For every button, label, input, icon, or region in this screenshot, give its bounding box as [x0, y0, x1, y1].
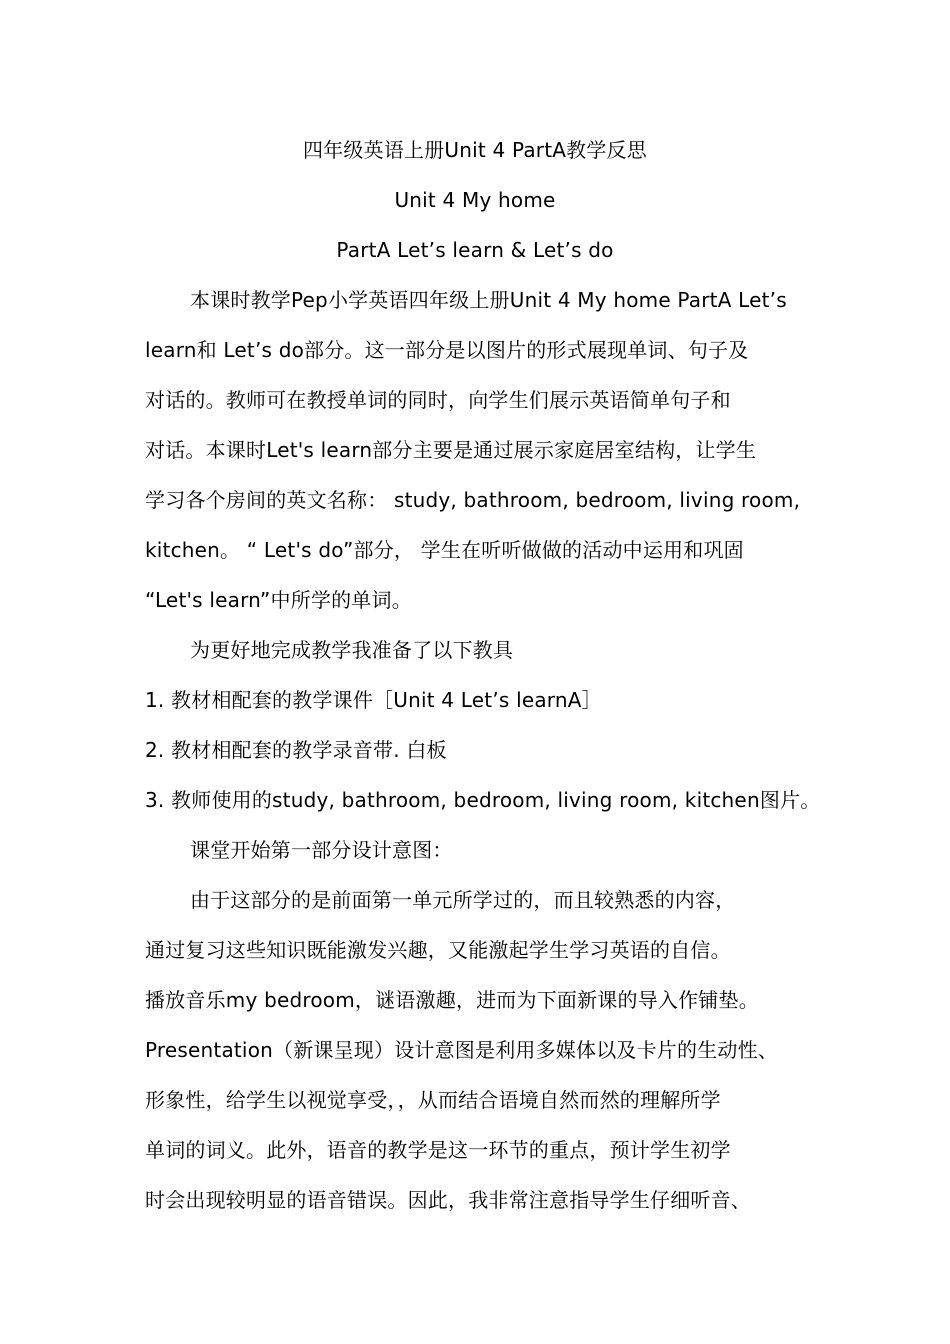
list-item: 1. 教材相配套的教学课件［Unit 4 Let’s learnA］: [145, 688, 602, 712]
paragraph-line: 由于这部分的是前面第一单元所学过的，而且较熟悉的内容，: [190, 888, 736, 912]
paragraph-line: 对话的。教师可在教授单词的同时，向学生们展示英语简单句子和: [145, 388, 731, 412]
section-heading: 课堂开始第一部分设计意图：: [190, 838, 453, 862]
document-subtitle-unit: Unit 4 My home: [394, 188, 556, 212]
paragraph-line: 本课时教学Pep小学英语四年级上册Unit 4 My home PartA Let’s: [190, 288, 787, 312]
document-title: 四年级英语上册Unit 4 PartA教学反思: [303, 138, 647, 162]
paragraph-line: 单词的词义。此外，语音的教学是这一环节的重点，预计学生初学: [145, 1138, 731, 1162]
paragraph-line: 通过复习这些知识既能激发兴趣，又能激起学生学习英语的自信。: [145, 938, 731, 962]
paragraph-line: kitchen。 “ Let's do”部分， 学生在听听做做的活动中运用和巩固: [145, 538, 744, 562]
paragraph-line: learn和 Let’s do部分。这一部分是以图片的形式展现单词、句子及: [145, 338, 749, 362]
list-item: 3. 教师使用的study, bathroom, bedroom, living room, kitchen图片。: [145, 788, 821, 812]
paragraph-line: 时会出现较明显的语音错误。因此，我非常注意指导学生仔细听音、: [145, 1188, 751, 1212]
document-subtitle-part: PartA Let’s learn & Let’s do: [336, 238, 614, 262]
list-item: 2. 教材相配套的教学录音带. 白板: [145, 738, 447, 762]
paragraph-line: 学习各个房间的英文名称： study, bathroom, bedroom, living room,: [145, 488, 801, 512]
paragraph-line: Presentation（新课呈现）设计意图是利用多媒体以及卡片的生动性、: [145, 1038, 779, 1062]
paragraph-line: 播放音乐my bedroom，谜语激趣，进而为下面新课的导入作铺垫。: [145, 988, 759, 1012]
paragraph-line: 对话。本课时Let's learn部分主要是通过展示家庭居室结构，让学生: [145, 438, 757, 462]
paragraph-line: 为更好地完成教学我准备了以下教具: [190, 638, 514, 662]
paragraph-line: “Let's learn”中所学的单词。: [145, 588, 412, 612]
paragraph-line: 形象性，给学生以视觉享受，，从而结合语境自然而然的理解所学: [145, 1088, 721, 1112]
